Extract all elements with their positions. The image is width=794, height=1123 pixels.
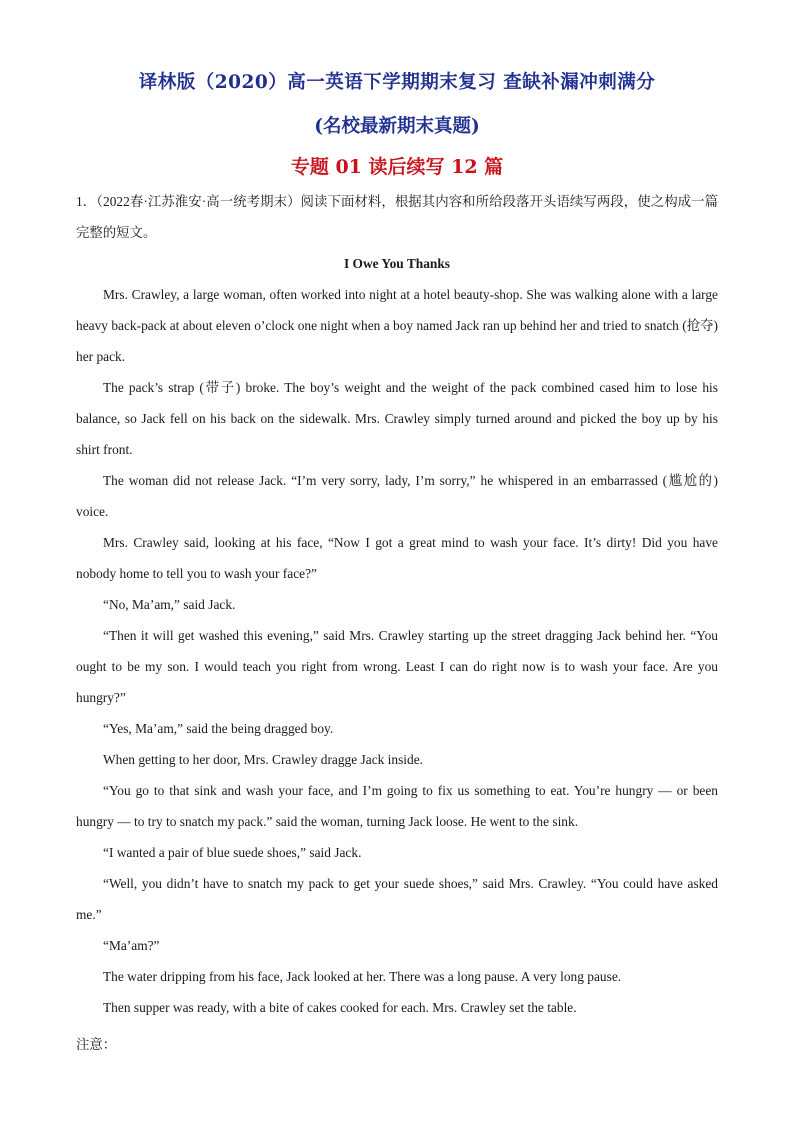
story-title: I Owe You Thanks <box>343 256 451 271</box>
question-instruction: 1．（2022春·江苏淮安·高一统考期末）阅读下面材料，根据其内容和所给段落开头语续写两段，使之构成一篇完整的短文。 <box>76 194 718 240</box>
story-paragraph: “Ma’am?” <box>103 938 160 953</box>
story-paragraph: “Then it will get washed this evening,” said Mrs. Crawley starting up the street dragging Jack behind her. “You ought to be my son. I would teach you right from wrong. Least I can do right now is to wash your face. Are you hungry?” <box>76 628 718 705</box>
note-label: 注意： <box>76 1037 117 1052</box>
document-title: 译林版（2020）高一英语下学期期末复习 查缺补漏冲刺满分 <box>138 72 656 93</box>
story-paragraph: The pack’s strap (带子) broke. The boy’s weight and the weight of the pack combined cased him to lose his balance, so Jack fell on his back on the sidewalk. Mrs. Crawley simply turned around and picked the boy up by his shirt front. <box>76 380 718 457</box>
section-title: 专题 01 读后续写 12 篇 <box>290 156 504 178</box>
question-intro <box>76 186 718 248</box>
story-paragraph: The woman did not release Jack. “I’m very sorry, lady, I’m sorry,” he whispered in an embarrassed (尴尬的) voice. <box>76 473 718 519</box>
story-paragraph: Then supper was ready, with a bite of cakes cooked for each. Mrs. Crawley set the table. <box>103 1000 577 1015</box>
story-paragraph: “You go to that sink and wash your face, and I’m going to fix us something to eat. You’re hungry — or been hungry — to try to snatch my pack.” said the woman, turning Jack loose. He went to the sink. <box>76 783 718 829</box>
story-paragraph: “I wanted a pair of blue suede shoes,” said Jack. <box>103 845 362 860</box>
story-paragraph: Mrs. Crawley said, looking at his face, “Now I got a great mind to wash your face. It’s dirty! Did you have nobody home to tell you to wash your face?” <box>76 535 718 581</box>
story-paragraph: “Well, you didn’t have to snatch my pack to get your suede shoes,” said Mrs. Crawley. “You could have asked me.” <box>76 876 718 922</box>
story-paragraph: Mrs. Crawley, a large woman, often worked into night at a hotel beauty-shop. She was walking alone with a large heavy back-pack at about eleven o’clock one night when a boy named Jack ran up behind her and tried to snatch (抢夺) her pack. <box>76 287 718 364</box>
story-paragraph: “No, Ma’am,” said Jack. <box>103 597 236 612</box>
story-body <box>76 279 718 1023</box>
story-paragraph: When getting to her door, Mrs. Crawley dragge Jack inside. <box>103 752 424 767</box>
story-paragraph: “Yes, Ma’am,” said the being dragged boy. <box>103 721 334 736</box>
document-subtitle: (名校最新期末真题) <box>314 116 480 137</box>
story-paragraph: The water dripping from his face, Jack looked at her. There was a long pause. A very long pause. <box>103 969 622 984</box>
